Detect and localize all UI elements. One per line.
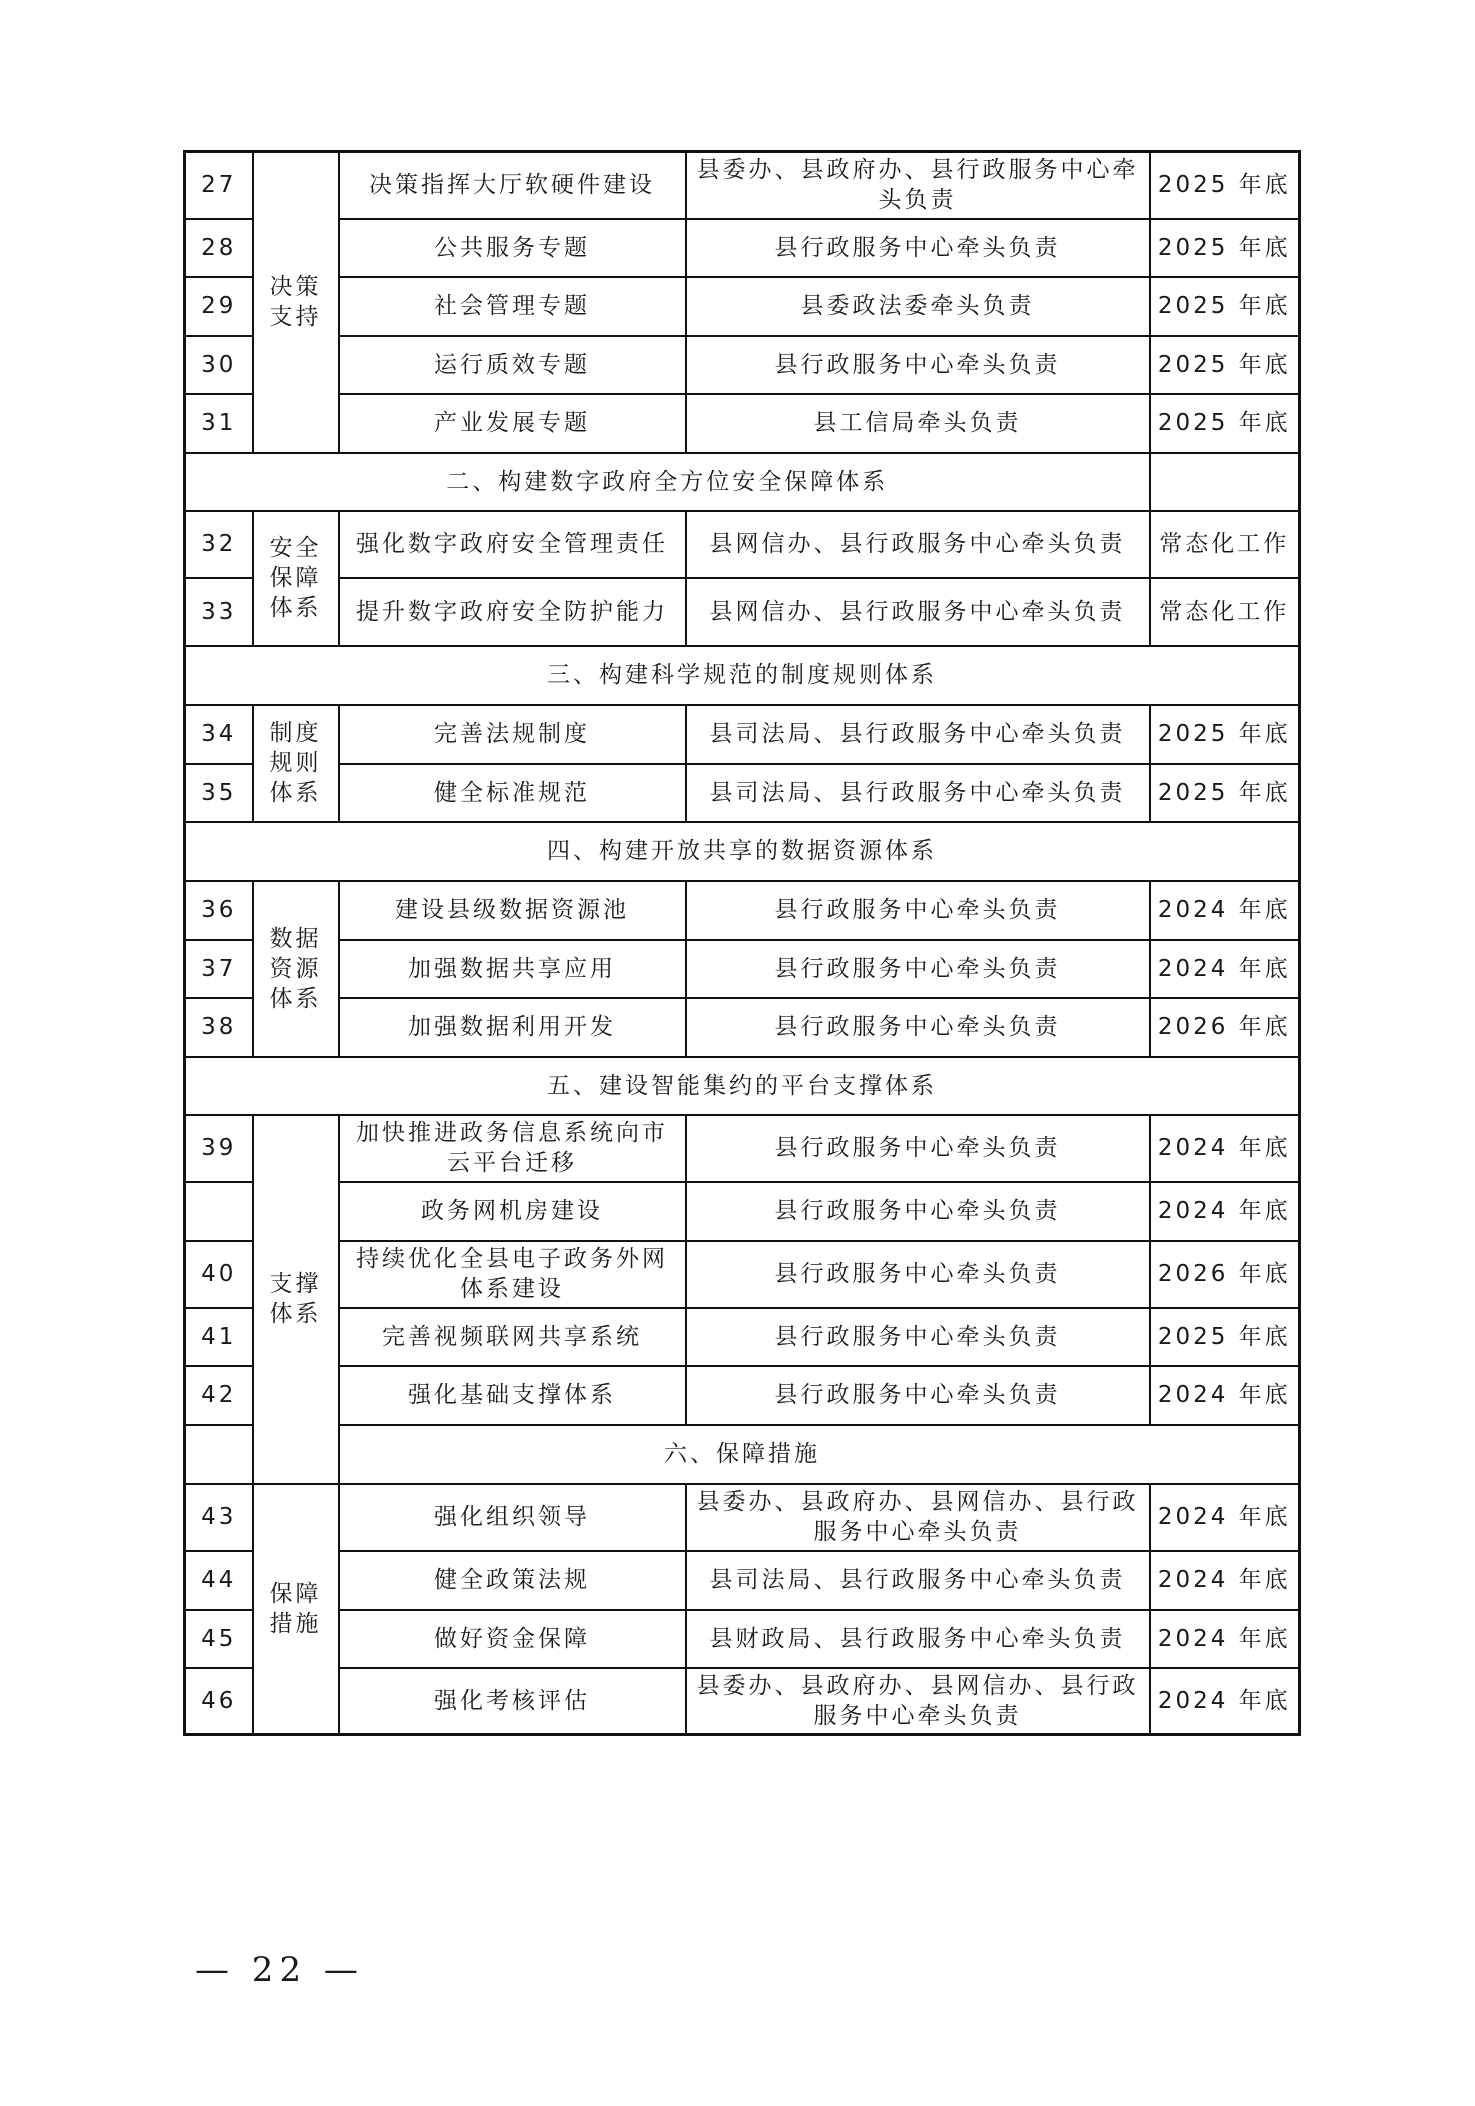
- task-cell: 加快推进政务信息系统向市云平台迁移: [339, 1115, 686, 1182]
- section-heading: 六、保障措施: [185, 1425, 1300, 1484]
- row-number: 30: [185, 336, 253, 394]
- row-number: 29: [185, 277, 253, 336]
- section-heading: 二、构建数字政府全方位安全保障体系: [185, 453, 1150, 511]
- owner-cell: 县委政法委牵头负责: [686, 277, 1150, 336]
- row-number: 27: [185, 152, 253, 219]
- owner-cell: 县网信办、县行政服务中心牵头负责: [686, 511, 1150, 578]
- task-cell: 加强数据利用开发: [339, 998, 686, 1057]
- section-row: [185, 646, 1300, 705]
- empty-cell: [1150, 453, 1300, 511]
- task-table: [183, 150, 1301, 1736]
- category-label: 数据资源体系: [269, 925, 322, 1012]
- table-row: [185, 394, 1300, 453]
- table-row: [185, 881, 1300, 940]
- section-heading: 五、建设智能集约的平台支撑体系: [185, 1057, 1300, 1115]
- owner-cell: 县行政服务中心牵头负责: [686, 1182, 1150, 1241]
- owner-cell: 县行政服务中心牵头负责: [686, 1241, 1150, 1308]
- owner-cell: 县行政服务中心牵头负责: [686, 940, 1150, 998]
- owner-cell: 县司法局、县行政服务中心牵头负责: [686, 764, 1150, 822]
- owner-cell: 县行政服务中心牵头负责: [686, 219, 1150, 277]
- deadline-cell: 2024 年底: [1150, 1610, 1300, 1668]
- deadline-cell: 常态化工作: [1150, 511, 1300, 578]
- owner-cell: 县行政服务中心牵头负责: [686, 1366, 1150, 1425]
- table-row: [185, 511, 1300, 578]
- row-number: [185, 1182, 253, 1241]
- section-heading: 四、构建开放共享的数据资源体系: [185, 822, 1300, 881]
- deadline-cell: 2024 年底: [1150, 1551, 1300, 1610]
- category-label: 保障措施: [269, 1580, 322, 1637]
- table-row: [185, 219, 1300, 277]
- table-row: [185, 1182, 1300, 1241]
- category-label: 制度规则体系: [269, 720, 322, 806]
- owner-cell: 县行政服务中心牵头负责: [686, 1115, 1150, 1182]
- deadline-cell: 2025 年底: [1150, 705, 1300, 764]
- category-cell: [253, 511, 339, 646]
- row-number: 33: [185, 578, 253, 646]
- table-row: [185, 705, 1300, 764]
- deadline-cell: 2026 年底: [1150, 1241, 1300, 1308]
- task-cell: 政务网机房建设: [339, 1182, 686, 1241]
- deadline-cell: 2025 年底: [1150, 219, 1300, 277]
- task-cell: 健全标准规范: [339, 764, 686, 822]
- category-cell: [253, 1484, 339, 1735]
- task-cell: 持续优化全县电子政务外网体系建设: [339, 1241, 686, 1308]
- task-cell: 决策指挥大厅软硬件建设: [339, 152, 686, 219]
- table-row: [185, 1366, 1300, 1425]
- row-number: 31: [185, 394, 253, 453]
- category-label: 决策支持: [269, 274, 322, 331]
- table-row: [185, 998, 1300, 1057]
- row-number: 36: [185, 881, 253, 940]
- table-row: [185, 1610, 1300, 1668]
- task-cell: 强化考核评估: [339, 1668, 686, 1735]
- task-cell: 加强数据共享应用: [339, 940, 686, 998]
- table-row: [185, 1668, 1300, 1735]
- page-number: — 22 —: [195, 1950, 364, 1990]
- deadline-cell: 2025 年底: [1150, 394, 1300, 453]
- section-row: [185, 822, 1300, 881]
- task-cell: 完善视频联网共享系统: [339, 1308, 686, 1366]
- deadline-cell: 2024 年底: [1150, 1115, 1300, 1182]
- table-row: [185, 336, 1300, 394]
- owner-cell: 县财政局、县行政服务中心牵头负责: [686, 1610, 1150, 1668]
- owner-cell: 县委办、县政府办、县行政服务中心牵头负责: [686, 152, 1150, 219]
- task-cell: 做好资金保障: [339, 1610, 686, 1668]
- category-label: 支撑体系: [269, 1271, 322, 1327]
- task-cell: 建设县级数据资源池: [339, 881, 686, 940]
- deadline-cell: 2024 年底: [1150, 1484, 1300, 1551]
- row-number: 46: [185, 1668, 253, 1735]
- deadline-cell: 2025 年底: [1150, 336, 1300, 394]
- deadline-cell: 2025 年底: [1150, 277, 1300, 336]
- category-cell: [253, 705, 339, 822]
- task-cell: 社会管理专题: [339, 277, 686, 336]
- section-row: [185, 1057, 1300, 1115]
- deadline-cell: 2025 年底: [1150, 764, 1300, 822]
- deadline-cell: 2024 年底: [1150, 881, 1300, 940]
- row-number: 34: [185, 705, 253, 764]
- task-cell: 运行质效专题: [339, 336, 686, 394]
- owner-cell: 县网信办、县行政服务中心牵头负责: [686, 578, 1150, 646]
- deadline-cell: 2025 年底: [1150, 152, 1300, 219]
- task-cell: 健全政策法规: [339, 1551, 686, 1610]
- row-number: 45: [185, 1610, 253, 1668]
- owner-cell: 县司法局、县行政服务中心牵头负责: [686, 1551, 1150, 1610]
- task-cell: 强化数字政府安全管理责任: [339, 511, 686, 578]
- task-cell: 强化组织领导: [339, 1484, 686, 1551]
- row-number: 35: [185, 764, 253, 822]
- task-cell: 公共服务专题: [339, 219, 686, 277]
- row-number: 40: [185, 1241, 253, 1308]
- table-row: [185, 152, 1300, 219]
- category-cell: [253, 152, 339, 453]
- table-row: [185, 1551, 1300, 1610]
- table-row: [185, 277, 1300, 336]
- owner-cell: 县司法局、县行政服务中心牵头负责: [686, 705, 1150, 764]
- row-number: 41: [185, 1308, 253, 1366]
- owner-cell: 县行政服务中心牵头负责: [686, 1308, 1150, 1366]
- row-number: 42: [185, 1366, 253, 1425]
- table-row: [185, 1115, 1300, 1182]
- row-number: 43: [185, 1484, 253, 1551]
- task-cell: 提升数字政府安全防护能力: [339, 578, 686, 646]
- row-number: 44: [185, 1551, 253, 1610]
- table-row: [185, 940, 1300, 998]
- owner-cell: 县行政服务中心牵头负责: [686, 336, 1150, 394]
- owner-cell: 县行政服务中心牵头负责: [686, 881, 1150, 940]
- deadline-cell: 常态化工作: [1150, 578, 1300, 646]
- owner-cell: 县委办、县政府办、县网信办、县行政服务中心牵头负责: [686, 1668, 1150, 1735]
- table-row: [185, 1484, 1300, 1551]
- task-cell: 产业发展专题: [339, 394, 686, 453]
- deadline-cell: 2024 年底: [1150, 1182, 1300, 1241]
- deadline-cell: 2025 年底: [1150, 1308, 1300, 1366]
- row-number: 38: [185, 998, 253, 1057]
- category-cell: [253, 881, 339, 1057]
- section-row: [185, 1425, 1300, 1484]
- row-number: 39: [185, 1115, 253, 1182]
- table-row: [185, 764, 1300, 822]
- deadline-cell: 2024 年底: [1150, 1668, 1300, 1735]
- section-row: [185, 453, 1300, 511]
- category-label: 安全保障体系: [269, 535, 322, 621]
- deadline-cell: 2026 年底: [1150, 998, 1300, 1057]
- row-number: 28: [185, 219, 253, 277]
- owner-cell: 县工信局牵头负责: [686, 394, 1150, 453]
- task-cell: 完善法规制度: [339, 705, 686, 764]
- owner-cell: 县行政服务中心牵头负责: [686, 998, 1150, 1057]
- row-number: 37: [185, 940, 253, 998]
- table-row: [185, 1241, 1300, 1308]
- owner-cell: 县委办、县政府办、县网信办、县行政服务中心牵头负责: [686, 1484, 1150, 1551]
- section-heading: 三、构建科学规范的制度规则体系: [185, 646, 1300, 705]
- table-row: [185, 578, 1300, 646]
- deadline-cell: 2024 年底: [1150, 1366, 1300, 1425]
- task-cell: 强化基础支撑体系: [339, 1366, 686, 1425]
- table-row: [185, 1308, 1300, 1366]
- deadline-cell: 2024 年底: [1150, 940, 1300, 998]
- row-number: 32: [185, 511, 253, 578]
